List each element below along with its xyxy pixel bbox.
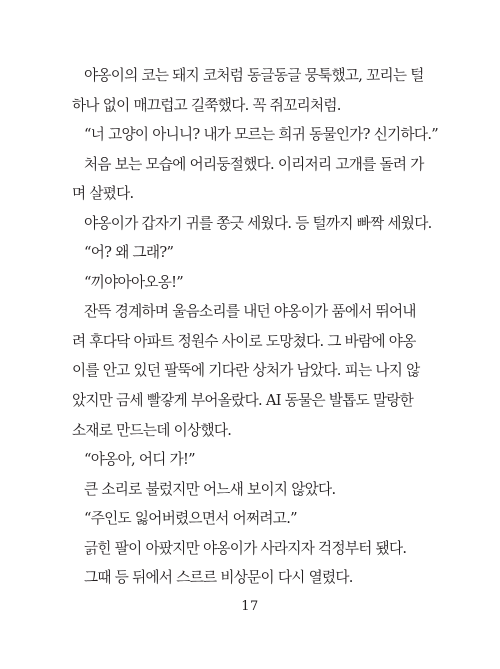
text-line: “끼야아아오옹!” (84, 273, 184, 291)
text-line: “너 고양이 아니니? 내가 모르는 희귀 동물인가? 신기하다.” (84, 126, 439, 144)
text-line: 며 살폈다. (72, 185, 134, 203)
text-line: 하나 없이 매끄럽고 길쭉했다. 꼭 쥐꼬리처럼. (72, 96, 341, 114)
page-number: 17 (241, 599, 259, 614)
text-line: 큰 소리로 불렀지만 어느새 보이지 않았다. (84, 480, 336, 498)
text-line: 소재로 만드는데 이상했다. (72, 421, 232, 439)
text-line: “주인도 잃어버렸으면서 어쩌려고.” (84, 510, 297, 528)
text-line: 야옹이의 코는 돼지 코처럼 동글동글 뭉툭했고, 꼬리는 털 (84, 67, 424, 84)
body-text (72, 61, 440, 593)
text-line: “어? 왜 그래?” (84, 244, 174, 262)
text-line: 려 후다닥 아파트 정원수 사이로 도망쳤다. 그 바람에 야옹 (72, 332, 416, 350)
text-line: 야옹이가 갑자기 귀를 쫑긋 세웠다. 등 털까지 빠짝 세웠다. (84, 214, 432, 232)
text-line: 긁힌 팔이 아팠지만 야옹이가 사라지자 걱정부터 됐다. (84, 539, 407, 557)
text-line: 그때 등 뒤에서 스르르 비상문이 다시 열렸다. (84, 569, 353, 587)
text-line: “야옹아, 어디 가!” (84, 451, 195, 469)
text-line: 았지만 금세 빨갛게 부어올랐다. AI 동물은 발톱도 말랑한 (72, 392, 414, 410)
text-line: 잔뜩 경계하며 울음소리를 내던 야옹이가 품에서 뛰어내 (84, 303, 416, 321)
text-line: 이를 안고 있던 팔뚝에 기다란 상처가 남았다. 피는 나지 않 (72, 362, 420, 380)
text-line: 처음 보는 모습에 어리둥절했다. 이리저리 고개를 돌려 가 (84, 155, 424, 173)
